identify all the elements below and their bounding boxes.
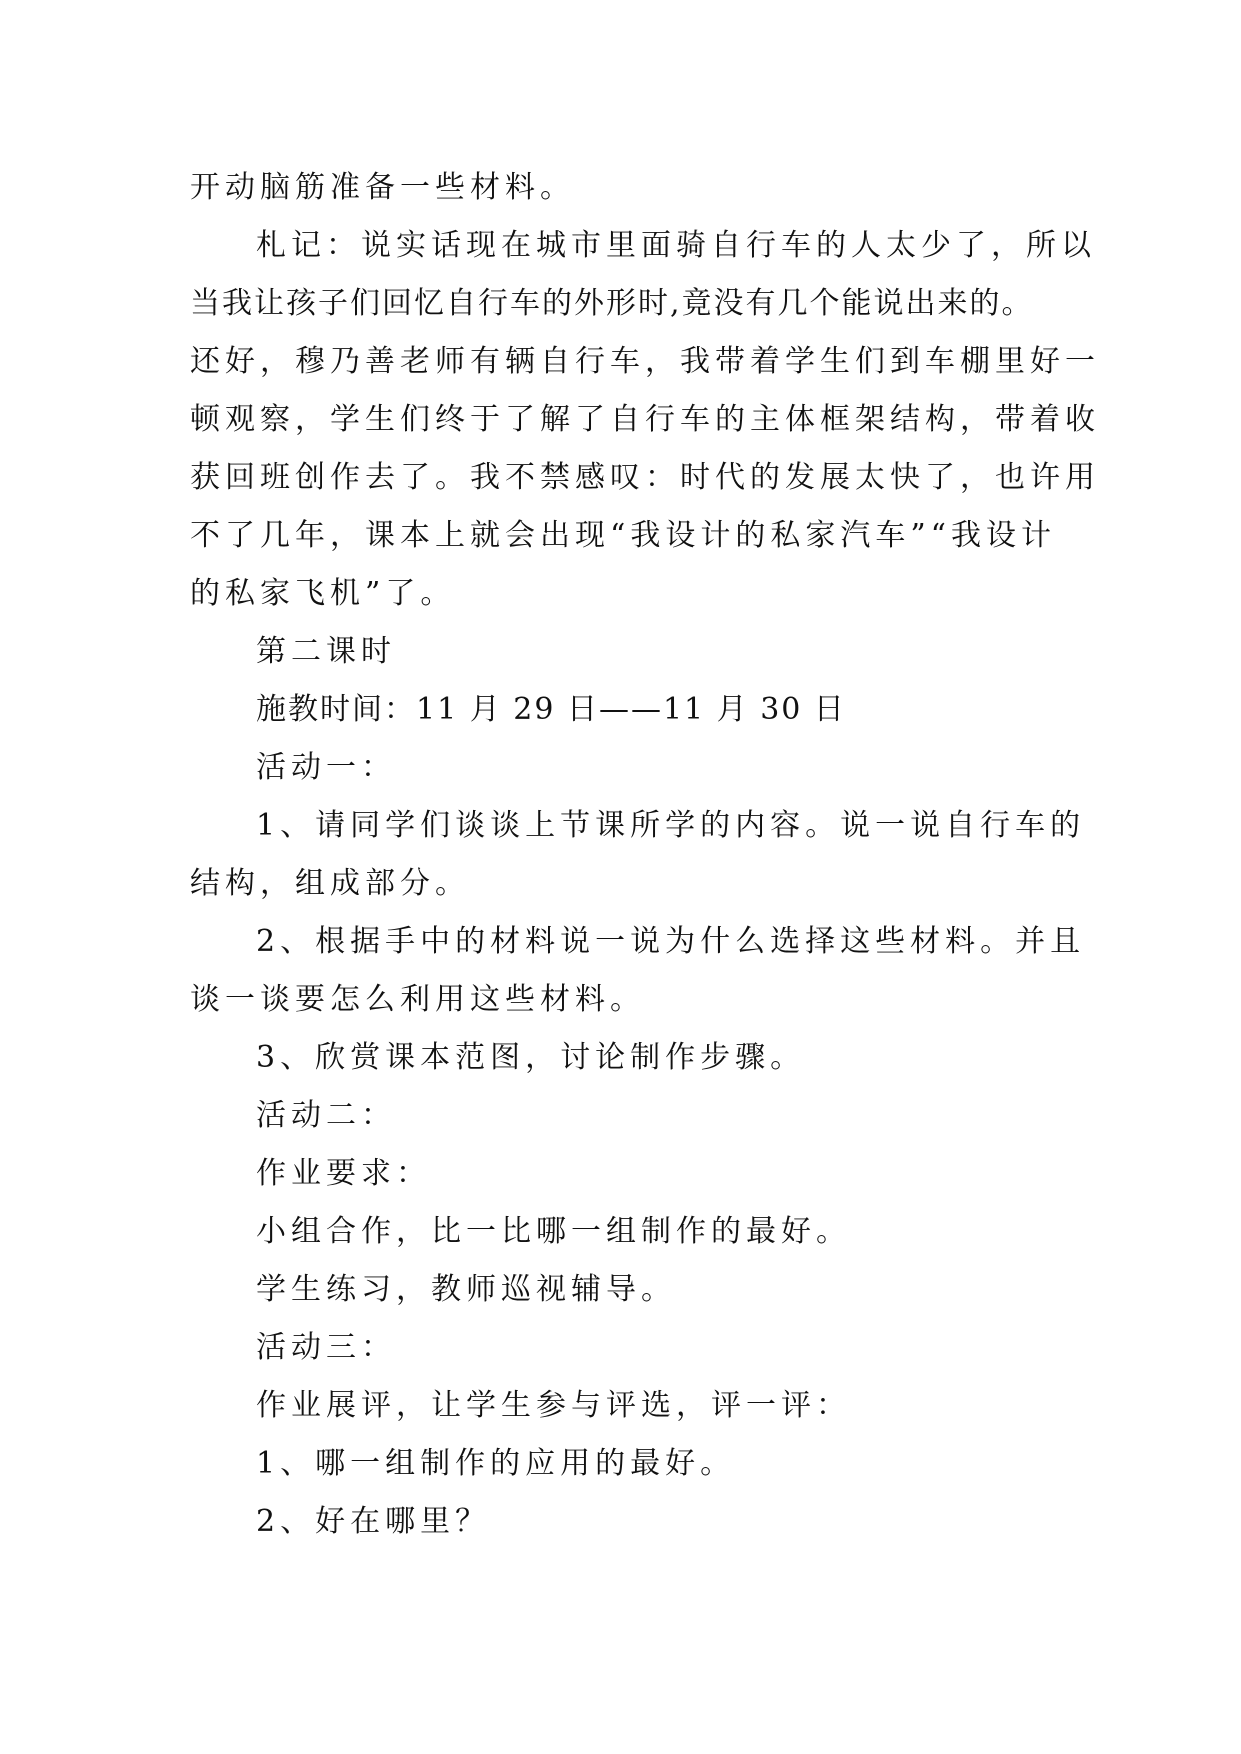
text-line: 的私家飞机”了。 [190, 576, 456, 611]
text-line: 札记：说实话现在城市里面骑自行车的人太少了，所以 [256, 228, 1096, 263]
text-line: 谈一谈要怎么利用这些材料。 [190, 982, 645, 1017]
text-line: 获回班创作去了。我不禁感叹：时代的发展太快了，也许用 [190, 460, 1100, 495]
text-line: 结构，组成部分。 [190, 866, 470, 901]
text-line: 1、哪一组制作的应用的最好。 [256, 1446, 736, 1481]
text-line: 2、根据手中的材料说一说为什么选择这些材料。并且 [256, 924, 1086, 959]
text-line: 小组合作，比一比哪一组制作的最好。 [256, 1214, 851, 1249]
text-line: 作业要求： [256, 1156, 431, 1191]
text-line: 当我让孩子们回忆自行车的外形时,竟没有几个能说出来的。 [190, 286, 1034, 321]
text-line: 不了几年，课本上就会出现“我设计的私家汽车”“我设计 [190, 518, 1057, 553]
text-line: 2、好在哪里？ [256, 1504, 491, 1539]
section-heading: 第二课时 [256, 634, 396, 669]
text-line: 1、请同学们谈谈上节课所学的内容。说一说自行车的 [256, 808, 1086, 843]
text-line: 作业展评，让学生参与评选，评一评： [256, 1388, 851, 1423]
text-line: 还好，穆乃善老师有辆自行车，我带着学生们到车棚里好一 [190, 344, 1100, 379]
text-line: 活动一： [256, 750, 396, 785]
text-line: 3、欣赏课本范图，讨论制作步骤。 [256, 1040, 806, 1075]
text-line: 开动脑筋准备一些材料。 [190, 170, 575, 205]
text-line: 顿观察，学生们终于了解了自行车的主体框架结构，带着收 [190, 402, 1100, 437]
text-line: 活动二： [256, 1098, 396, 1133]
text-line: 学生练习，教师巡视辅导。 [256, 1272, 676, 1307]
text-line: 活动三： [256, 1330, 396, 1365]
text-line: 施教时间：11 月 29 日——11 月 30 日 [256, 692, 846, 727]
